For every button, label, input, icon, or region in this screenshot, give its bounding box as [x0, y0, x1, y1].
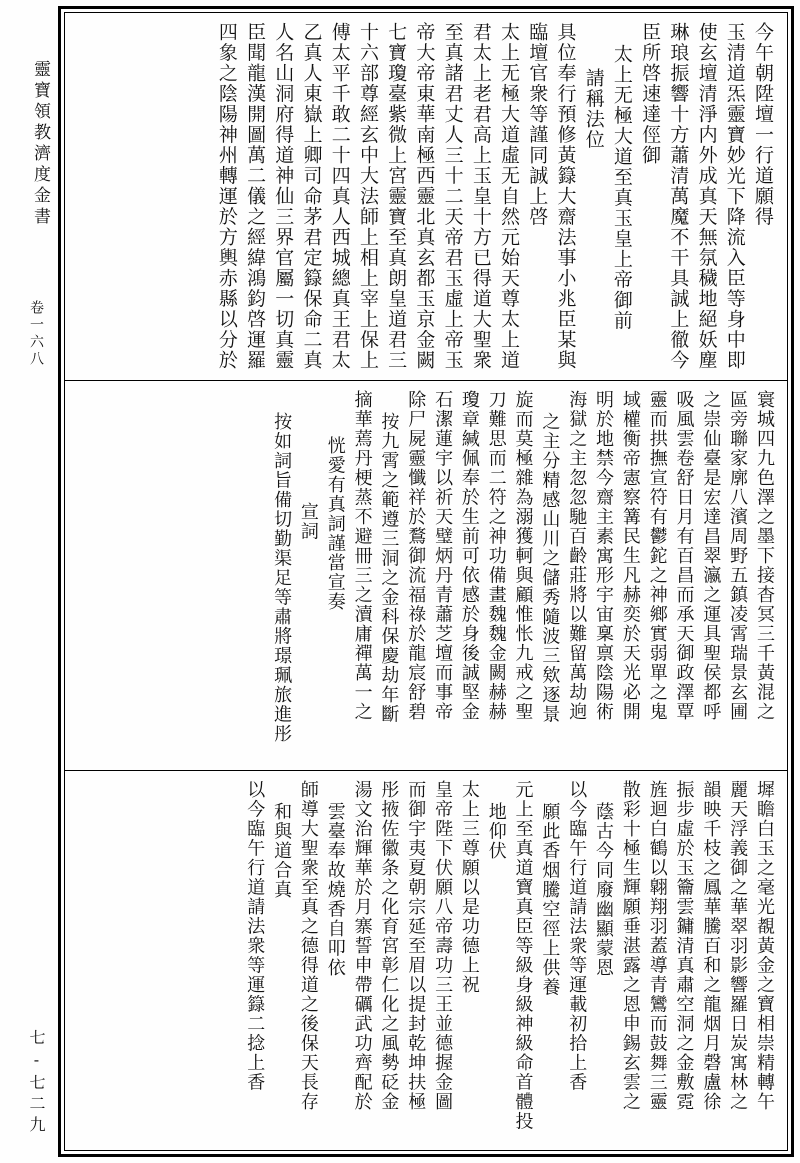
left-margin [0, 0, 60, 1163]
text-register-middle [66, 382, 786, 768]
text-column-rubric: 宣詞 [297, 502, 319, 541]
text-column: 以今臨午行道請法衆等運載初拾上香 [566, 780, 588, 1092]
text-column: 臨壇官衆等謹同誠上啓 [526, 22, 549, 227]
text-column: 傅太平千敢二十四真人西城總真王君太 [328, 22, 351, 371]
text-column: 蔭古今同廢幽顯蒙恩 [593, 802, 615, 978]
text-column-rubric: 請稱法位 [582, 68, 605, 150]
text-column: 吸風雲卷舒日月有百昌而承天御政澤覃 [673, 390, 695, 722]
text-column: 區旁聯家廓八濱周野五鎮凌霄瑞景玄圃 [727, 390, 749, 722]
volume-label: 卷一六八 [28, 300, 44, 368]
text-column: 帝大帝東華南極西靈北真玄都玉京金闕 [413, 22, 436, 371]
page-number: 七-七二九 [27, 1029, 46, 1137]
text-column: 散彩十極生輝願垂湛露之恩申錫玄雲之 [619, 780, 641, 1112]
text-column: 之主分精感山川之儲秀隨波三欸逐景 [539, 412, 561, 724]
text-column: 太上三尊願以是功德上祝 [458, 780, 480, 995]
text-column: 墀瞻白玉之毫光覩黃金之寶相崇精轉午 [754, 780, 775, 1112]
text-column: 至真諸君丈人三十二天帝君玉虛上帝玉 [441, 22, 464, 371]
text-column: 按九霄之範遵三洞之金科保慶劫年斷 [378, 412, 400, 724]
text-column: 乙真人東嶽上卿司命茅君定籙保命二真 [300, 22, 323, 371]
text-column: 使玄壇清淨内外成真天無氛穢地絕妖塵 [695, 22, 718, 371]
register-divider-1 [65, 380, 787, 381]
text-column-invocation: 太上无極大道至真玉皇上帝御前 [610, 44, 633, 331]
text-column: 臣所啓速達俓御 [639, 22, 662, 166]
text-column: 靈而拱撫宣符有鬱鉈之神鄉實弱單之鬼 [646, 390, 668, 722]
text-column: 振步虛於玉籥雲鏞清真肅空洞之金敷霓 [673, 780, 695, 1112]
text-column: 和與道合真 [271, 802, 293, 900]
text-column: 地仰伏 [485, 802, 507, 861]
text-column: 刀難思而二符之神功備畫魏魏金闕赫赫 [485, 390, 507, 722]
text-column: 瓊章緘佩奉於生前可依感於身後誠堅金 [458, 390, 480, 722]
text-column: 以今臨午行道請法衆等運籙二捻上香 [244, 780, 266, 1092]
text-column: 海獄之主忽忽馳百齡莊將以難留萬劫逈 [566, 390, 588, 722]
text-column: 臣聞龍漢開圖萬二儀之經緯鴻鈞啓運羅 [244, 22, 267, 371]
text-column: 麗天浮義御之華翠羽影響羅日炭寓林之 [727, 780, 749, 1112]
text-register-top [66, 14, 786, 378]
text-column: 域權衡帝憲察篝民生凡赫奕於天光必開 [619, 390, 641, 722]
text-column: 之崇仙臺是宏達昌翠瀛之運具聖侯都呼 [700, 390, 722, 722]
text-column: 君太上老君高上玉皇十方已得道大聖衆 [469, 22, 492, 371]
text-column: 摘華蔫丹梗蒸不避冊三之瀆庸禪萬一之 [351, 390, 373, 722]
text-column: 除尸屍靈懺祥於鶩御流福祿於龍宸舒碧 [405, 390, 427, 722]
text-column: 七寶瓊臺紫微上宮靈寶至真朗皇道君三 [385, 22, 408, 371]
text-column: 石潔蓮宇以祈天璧炳丹青蕭芝壇而事帝 [432, 390, 454, 722]
text-column: 而御宇夷夏朝宗延至眉以提封乾坤扶極 [405, 780, 427, 1112]
text-column: 皇帝陛下伏願八帝壽功三王並德握金圖 [432, 780, 454, 1112]
text-column: 具位奉行預修黃籙大齋法事小兆臣某與 [554, 22, 577, 371]
register-divider-2 [65, 770, 787, 771]
text-column: 湯文治輝華於月寨誓申帶礪武功齊配於 [351, 780, 373, 1112]
text-column: 元上至真道寶真臣等級身級神級命首體投 [512, 780, 534, 1131]
text-column: 琳琅振響十方蕭清萬魔不干具誠上徹今 [667, 22, 690, 371]
text-column: 願此香烟騰空徑上供養 [539, 802, 561, 997]
text-column: 四象之陰陽神州轉運於方輿赤縣以分於 [215, 22, 238, 371]
text-column: 明於地禁今齋主素寓形宇宙稟禀陰陽術 [593, 390, 615, 722]
text-column: 彤掖佐徽条之化育宮彰仁化之風勢砭金 [378, 780, 400, 1112]
book-title: 靈寶領教濟度金書 [30, 60, 50, 228]
text-column: 恍愛有真詞謹當宣奏 [324, 436, 346, 612]
text-column: 韻映千枝之鳳華騰百和之龍烟月磬盧徐 [700, 780, 722, 1112]
text-column: 旌迴白鶴以翺翔羽蓋導青鸞而鼓舞三靈 [646, 780, 668, 1112]
text-column: 十六部尊經玄中大法師上相上宰上保上 [356, 22, 379, 371]
text-column: 寰城四九色澤之墨下接杳冥三千黃混之 [754, 390, 775, 722]
text-column: 太上无極大道虛无自然元始天尊太上道 [498, 22, 521, 371]
text-column: 師導大聖衆至真之德得道之後保天長存 [297, 780, 319, 1112]
text-column: 按如詞旨備切勤渠足等肅將璟珮旅進彤 [271, 412, 293, 744]
text-register-bottom [66, 772, 786, 1150]
text-column: 玉清道炁靈寶妙光下降流入臣等身中即 [723, 22, 746, 371]
text-column: 人名山洞府得道神仙三界官屬一切真靈 [272, 22, 295, 371]
text-column: 雲臺奉故燒香自叩依 [324, 802, 346, 978]
text-column: 旋而莫極雜為溺獲軻與顧惟怅九戒之聖 [512, 390, 534, 722]
text-column: 今午朝陞壇一行道願得 [752, 22, 774, 227]
